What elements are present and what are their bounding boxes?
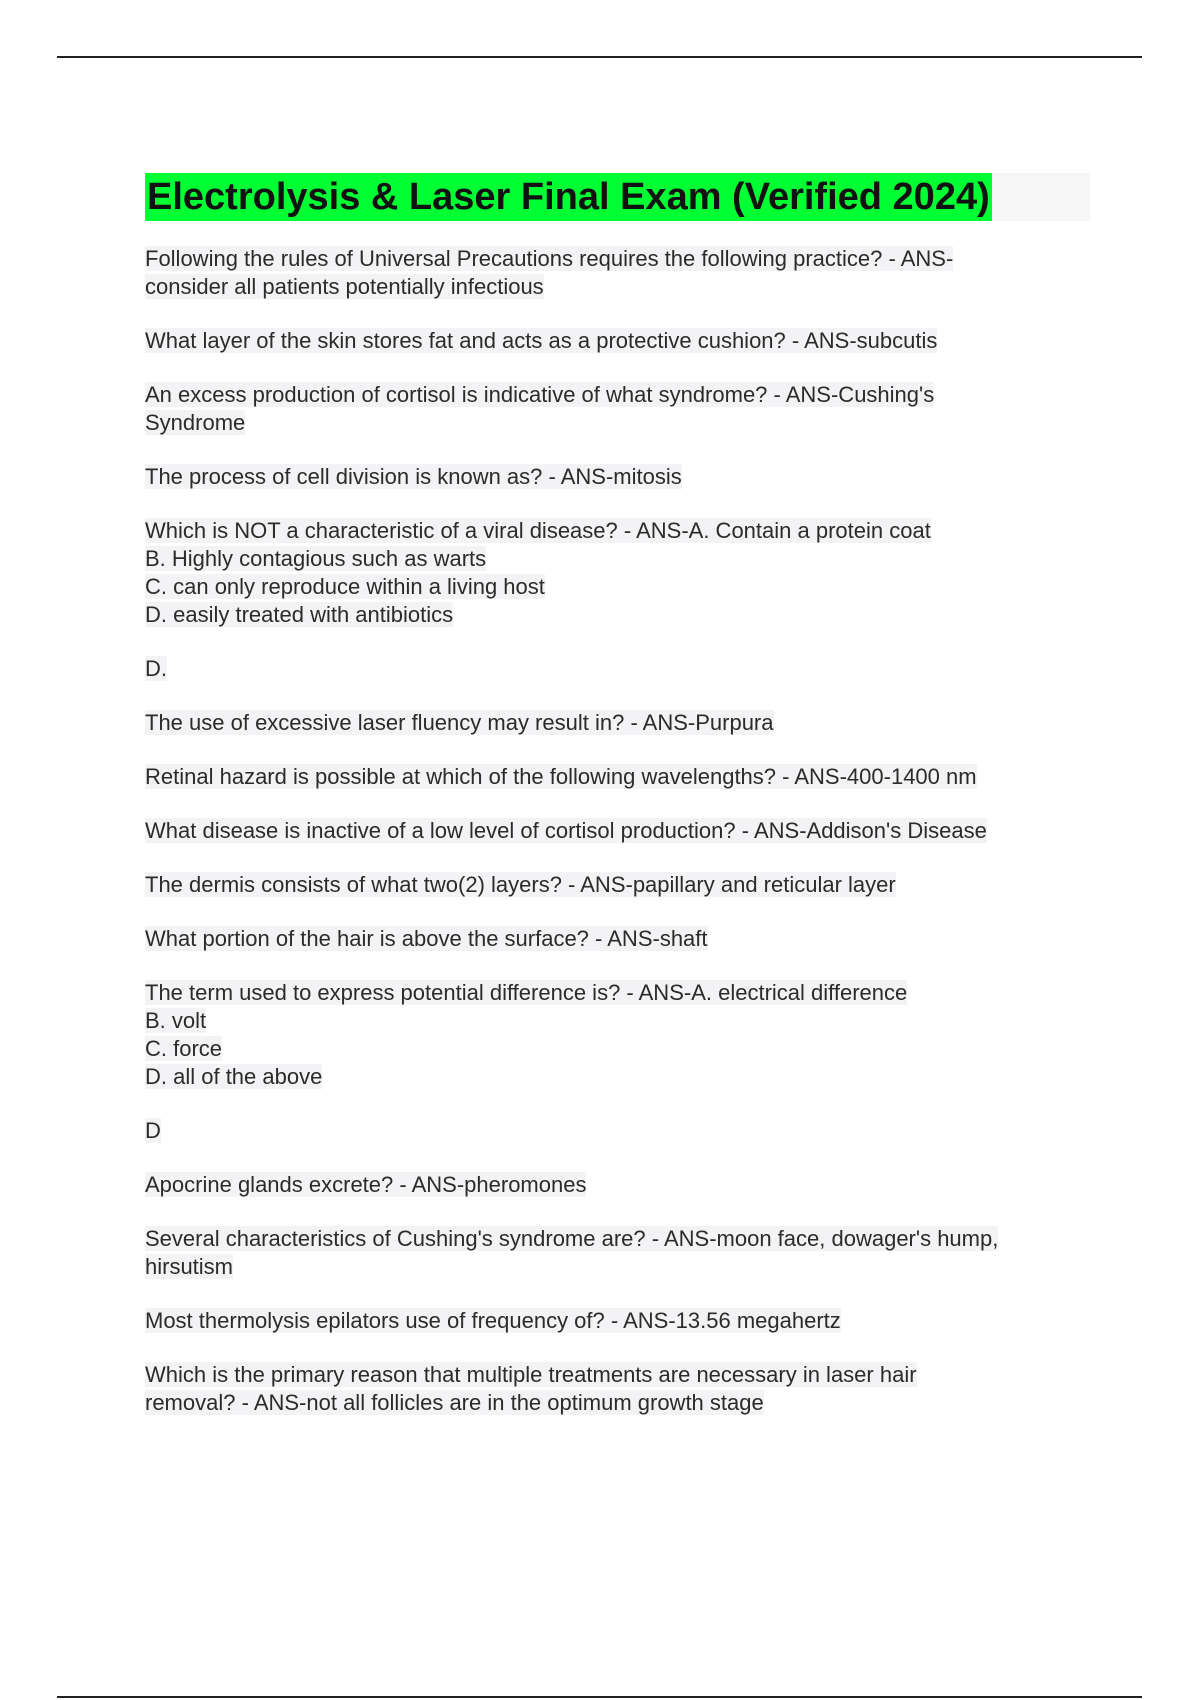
qa-line-text: consider all patients potentially infectious [145,274,544,299]
qa-line [145,1063,1090,1091]
qa-entry [145,245,1090,301]
qa-line [145,1117,1090,1145]
qa-line [145,1389,1090,1417]
qa-entry [145,763,1090,791]
qa-entry [145,1225,1090,1281]
qa-list [145,245,1090,1417]
qa-line-text: Retinal hazard is possible at which of the following wavelengths? - ANS-400-1400 nm [145,764,977,789]
qa-entry [145,1307,1090,1335]
qa-entry [145,517,1090,629]
qa-line-text: removal? - ANS-not all follicles are in the optimum growth stage [145,1390,764,1415]
qa-entry [145,925,1090,953]
qa-entry [145,871,1090,899]
qa-line [145,409,1090,437]
qa-line-text: B. Highly contagious such as warts [145,546,487,571]
qa-line-text: C. force [145,1036,223,1061]
qa-line [145,655,1090,683]
qa-line-text: Several characteristics of Cushing's syndrome are? - ANS-moon face, dowager's hump, [145,1226,999,1251]
qa-line [145,273,1090,301]
qa-line [145,517,1090,545]
qa-entry [145,1361,1090,1417]
qa-line-text: C. can only reproduce within a living host [145,574,545,599]
qa-line-text: Following the rules of Universal Precautions requires the following practice? - ANS- [145,246,954,271]
qa-line-text: Apocrine glands excrete? - ANS-pheromones [145,1172,587,1197]
qa-line-text: D. easily treated with antibiotics [145,602,454,627]
qa-line-text: The use of excessive laser fluency may result in? - ANS-Purpura [145,710,774,735]
qa-entry [145,817,1090,845]
qa-line-text: What portion of the hair is above the surface? - ANS-shaft [145,926,708,951]
qa-line-text: Most thermolysis epilators use of frequency of? - ANS-13.56 megahertz [145,1308,841,1333]
qa-line [145,763,1090,791]
qa-line [145,1007,1090,1035]
qa-entry [145,327,1090,355]
qa-line-text: Which is the primary reason that multiple treatments are necessary in laser hair [145,1362,917,1387]
qa-line-text: D [145,1118,161,1143]
qa-line [145,1361,1090,1389]
qa-line [145,573,1090,601]
qa-line-text: The term used to express potential difference is? - ANS-A. electrical difference [145,980,908,1005]
qa-line [145,925,1090,953]
qa-line-text: The dermis consists of what two(2) layers? - ANS-papillary and reticular layer [145,872,896,897]
qa-line [145,1307,1090,1335]
qa-entry [145,1171,1090,1199]
qa-line [145,463,1090,491]
document-title: Electrolysis & Laser Final Exam (Verified 2024) [145,173,992,221]
qa-line-text: What disease is inactive of a low level of cortisol production? - ANS-Addison's Disease [145,818,987,843]
qa-line [145,327,1090,355]
qa-line-text: An excess production of cortisol is indicative of what syndrome? - ANS-Cushing's [145,382,935,407]
header-rule [57,56,1142,58]
qa-line [145,1035,1090,1063]
qa-line-text: D. [145,656,167,681]
qa-line [145,1253,1090,1281]
qa-line-text: B. volt [145,1008,207,1033]
qa-line [145,1171,1090,1199]
qa-entry [145,709,1090,737]
qa-line-text: Syndrome [145,410,246,435]
document-content [145,173,1090,1443]
qa-line [145,245,1090,273]
qa-entry [145,463,1090,491]
qa-line [145,381,1090,409]
qa-line [145,709,1090,737]
qa-entry [145,979,1090,1091]
qa-line [145,979,1090,1007]
qa-line [145,1225,1090,1253]
qa-line-text: What layer of the skin stores fat and acts as a protective cushion? - ANS-subcutis [145,328,938,353]
qa-line-text: hirsutism [145,1254,234,1279]
title-block [145,173,1090,221]
qa-line [145,817,1090,845]
qa-line-text: The process of cell division is known as? - ANS-mitosis [145,464,682,489]
qa-line [145,871,1090,899]
qa-line-text: D. all of the above [145,1064,323,1089]
qa-line [145,545,1090,573]
qa-entry [145,381,1090,437]
qa-line-text: Which is NOT a characteristic of a viral disease? - ANS-A. Contain a protein coat [145,518,931,543]
footer-rule [57,1696,1142,1698]
qa-entry [145,655,1090,683]
qa-line [145,601,1090,629]
qa-entry [145,1117,1090,1145]
